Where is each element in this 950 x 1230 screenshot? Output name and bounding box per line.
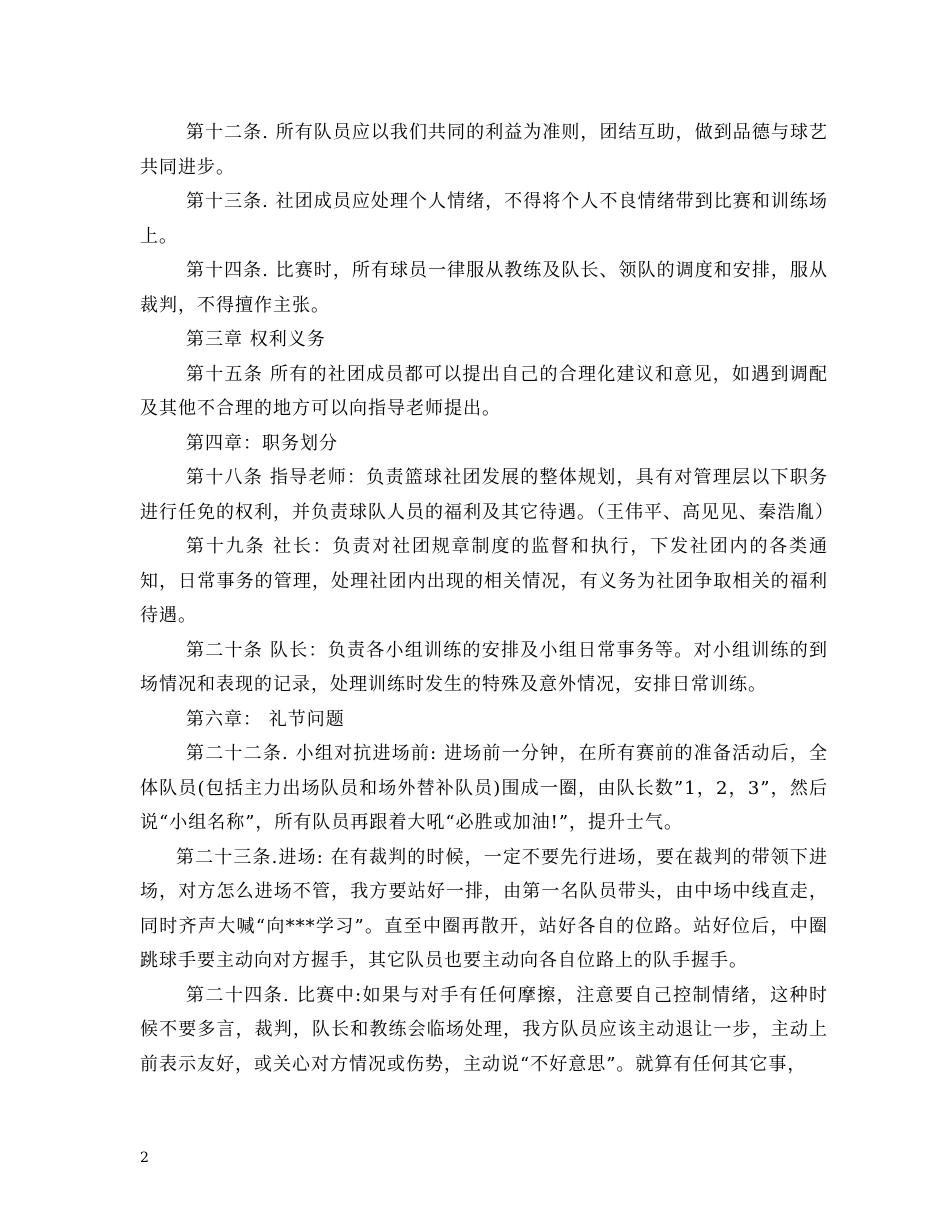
article-12: 第十二条. 所有队员应以我们共同的利益为准则，团结互助，做到品德与球艺共同进步。 [140, 122, 828, 178]
article-20: 第二十条 队长：负责各小组训练的安排及小组日常事务等。对小组训练的到场情况和表现的记录，处理训练时发生的特殊及意外情况，安排日常训练。 [140, 639, 828, 695]
article-15: 第十五条 所有的社团成员都可以提出自己的合理化建议和意见，如遇到调配及其他不合理的地方可以向指导老师提出。 [140, 363, 828, 419]
article-23: 第二十三条.进场: 在有裁判的时候，一定不要先行进场，要在裁判的带领下进场，对方怎么进场不管，我方要站好一排，由第一名队员带头，由中场中线直走，同时齐声大喊“向***学习”。直至中圈再散开，站好各自的位路。站好位后，中圈跳球手要主动向对方握手，其它队员也要主动向各自位路上的队手握手。 [140, 846, 828, 971]
chapter-6-heading: 第六章： 礼节问题 [186, 708, 345, 730]
article-13: 第十三条. 社团成员应处理个人情绪，不得将个人不良情绪带到比赛和训练场上。 [140, 191, 828, 247]
article-19: 第十九条 社长：负责对社团规章制度的监督和执行，下发社团内的各类通知，日常事务的管理，处理社团内出现的相关情况，有义务为社团争取相关的福利待遇。 [140, 536, 828, 626]
article-14: 第十四条. 比赛时，所有球员一律服从教练及队长、领队的调度和安排，服从裁判，不得擅作主张。 [140, 260, 828, 316]
page-number: 2 [140, 1150, 149, 1166]
article-22: 第二十二条. 小组对抗进场前: 进场前一分钟，在所有赛前的准备活动后，全体队员(包括主力出场队员和场外替补队员)围成一圈，由队长数”1，2，3”，然后说“小组名称”，所有队员再跟着大吼“必胜或加油!”，提升士气。 [140, 743, 828, 833]
chapter-3-heading: 第三章 权利义务 [186, 329, 326, 350]
document-body [140, 116, 834, 1082]
article-24: 第二十四条. 比赛中:如果与对手有任何摩擦，注意要自己控制情绪，这种时候不要多言，裁判，队长和教练会临场处理，我方队员应该主动退让一步，主动上前表示友好，或关心对方情况或伤势，主动说“不好意思”。就算有任何其它事， [140, 984, 828, 1075]
chapter-4-heading: 第四章：职务划分 [186, 432, 338, 454]
article-18: 第十八条 指导老师：负责篮球社团发展的整体规划，具有对管理层以下职务进行任免的权利，并负责球队人员的福利及其它待遇。（王伟平、高见见、秦浩胤） [140, 467, 834, 523]
